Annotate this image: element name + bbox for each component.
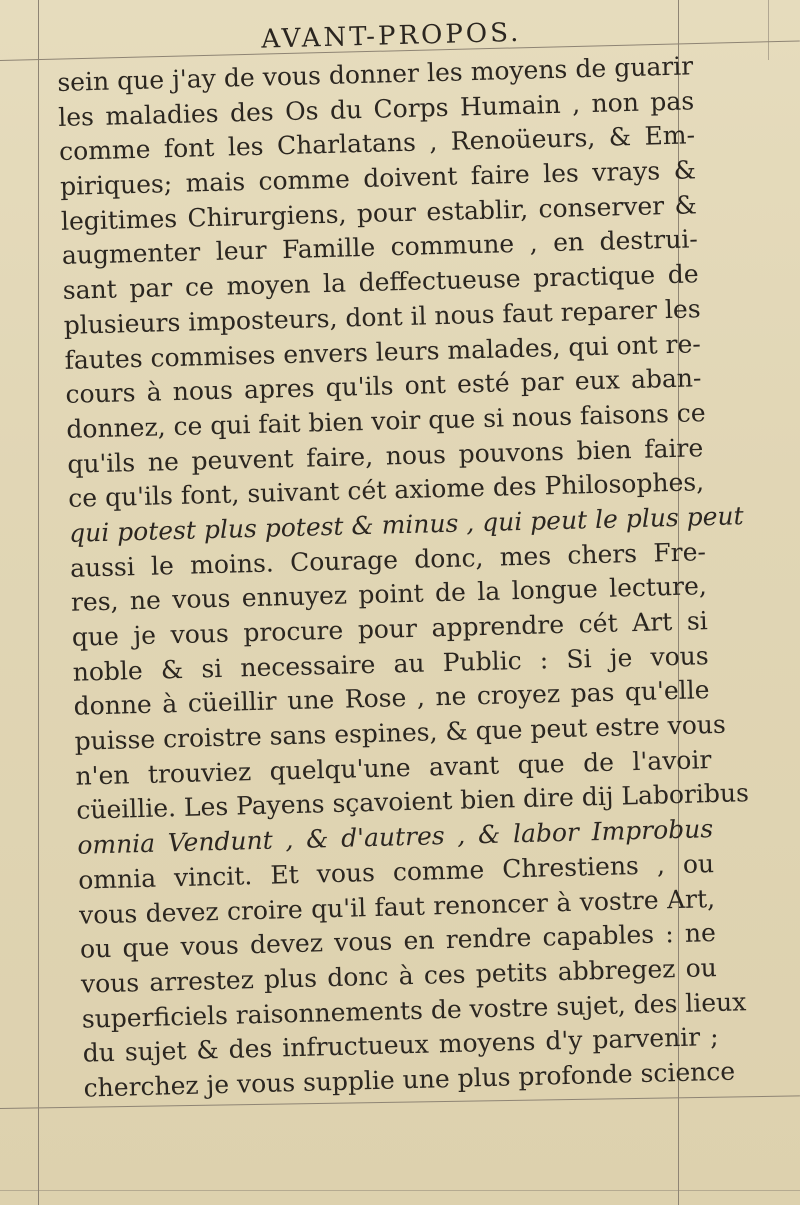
text-line: sant par ce moyen la deffectueuse practique de	[62, 259, 699, 306]
text-line: superficiels raisonnements de vostre sujet, des lieux	[81, 986, 747, 1034]
text-line: aussi le moins. Courage donc, mes chers Fre-	[69, 536, 707, 583]
text-line: omnia vincit. Et vous comme Chrestiens , ou	[77, 848, 715, 895]
text-line: fautes commises envers leurs malades, qui ont re-	[64, 328, 702, 375]
text-line: donnez, ce qui fait bien voir que si nous faisons ce	[66, 398, 706, 444]
text-line: n'en trouviez quelqu'une avant que de l'avoir	[75, 744, 712, 791]
text-line: vous arrestez plus donc à ces petits abbregez ou	[80, 952, 718, 999]
text-line-latin: qui potest plus potest & minus , qui peut le plus peut	[68, 501, 744, 548]
text-line: ce qu'ils font, suivant cét axiome des Philosophes,	[67, 467, 705, 514]
text-line: cours à nous apres qu'ils ont esté par eux aban-	[65, 363, 702, 410]
text-line: comme font les Charlatans , Renoüeurs, & Em-	[58, 120, 696, 167]
text-line: que je vous procure pour apprendre cét Art si	[71, 606, 709, 652]
text-line: legitimes Chirurgiens, pour establir, conserver &	[60, 190, 698, 236]
text-line: donne à cüeillir une Rose , ne croyez pas qu'elle	[73, 675, 710, 722]
ruled-line	[0, 1190, 800, 1191]
text-block	[56, 13, 750, 1106]
text-line: vous devez croire qu'il faut renoncer à vostre Art,	[78, 883, 716, 930]
text-line: res, ne vous ennuyez point de la longue lecture,	[70, 571, 708, 618]
text-line: puisse croistre sans espines, & que peut estre vous	[74, 709, 727, 756]
text-line: les maladies des Os du Corps Humain , non pas	[57, 86, 695, 132]
margin-line	[768, 0, 769, 60]
text-line: noble & si necessaire au Public : Si je vous	[72, 640, 709, 687]
text-line: ou que vous devez vous en rendre capables : ne	[79, 918, 717, 964]
running-head: AVANT-PROPOS.	[260, 17, 522, 55]
text-line: sein que j'ay de vous donner les moyens de guarir	[56, 51, 694, 97]
text-line: qu'ils ne peuvent faire, nous pouvons bien faire	[66, 432, 704, 479]
text-line-latin: omnia Vendunt , & d'autres , & labor Improbus	[76, 814, 714, 860]
text-line: cüeillie. Les Payens sçavoient bien dire dij Laboribus	[76, 778, 750, 826]
text-line: plusieurs imposteurs, dont il nous faut reparer les	[63, 294, 701, 340]
text-line: cherchez je vous supplie une plus profonde science	[83, 1056, 736, 1103]
text-line: piriques; mais comme doivent faire les vrays &	[59, 155, 697, 202]
text-line: augmenter leur Famille commune , en destrui-	[61, 224, 699, 271]
margin-line	[38, 0, 39, 1205]
text-line: du sujet & des infructueux moyens d'y parvenir ;	[82, 1022, 719, 1068]
